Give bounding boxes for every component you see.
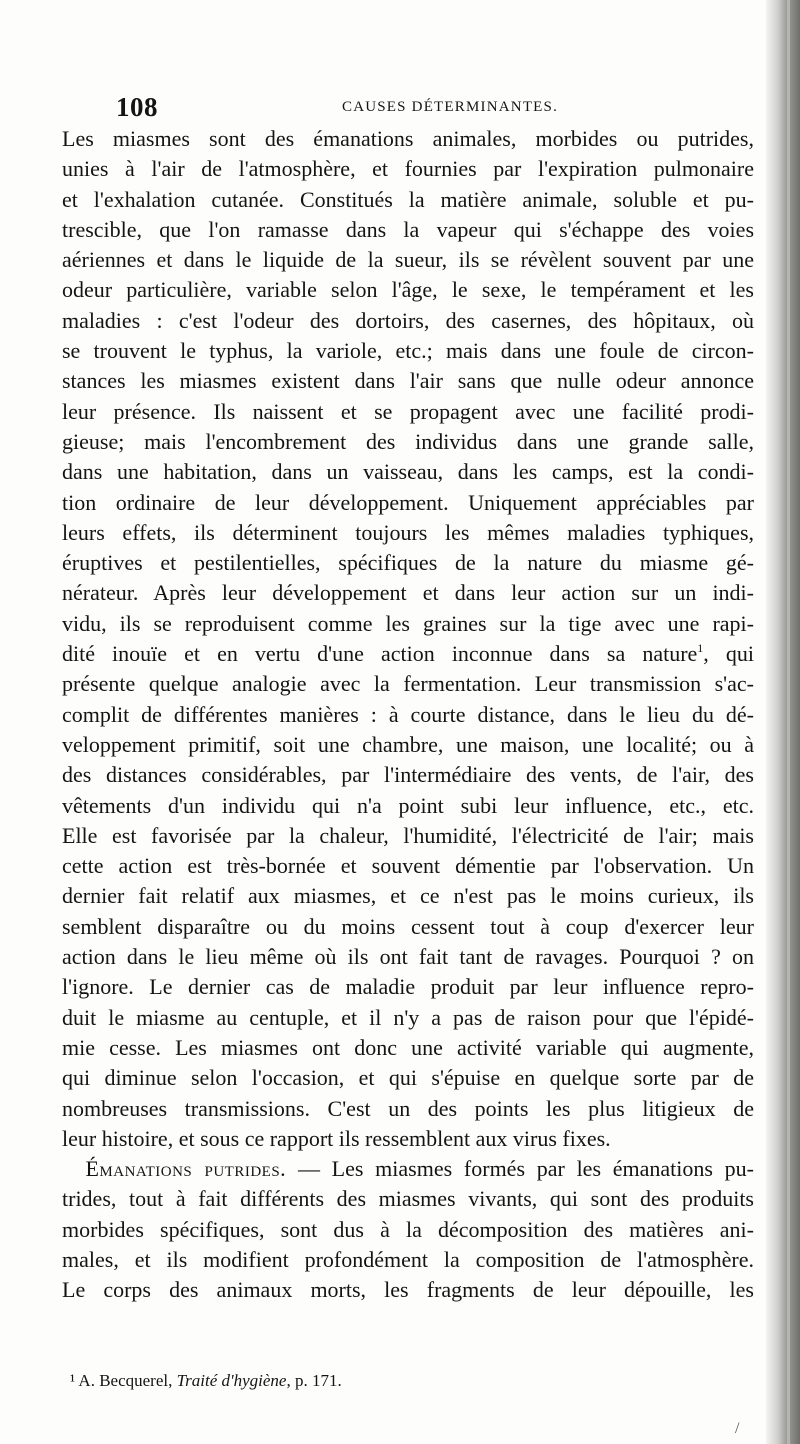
text-line: éruptives et pestilentielles, spécifiques de la nature du miasme gé-	[62, 550, 754, 576]
text-line: Elle est favorisée par la chaleur, l'humidité, l'électricité de l'air; mais	[62, 822, 754, 848]
text-line: complit de différentes manières : à courte distance, dans le lieu du dé-	[62, 701, 754, 727]
body-text	[62, 124, 754, 1306]
section-heading: Émanations putrides.	[85, 1156, 287, 1182]
text-line: cette action est très-bornée et souvent démentie par l'observation. Un	[62, 853, 754, 879]
text-segment: , qui	[703, 641, 754, 667]
text-line: vidu, ils se reproduisent comme les graines sur la tige avec une rapi-	[62, 610, 754, 636]
text-line: Les miasmes sont des émanations animales, morbides ou putrides,	[62, 126, 754, 151]
text-line: duit le miasme au centuple, et il n'y a pas de raison pour que l'épidé-	[62, 1004, 754, 1030]
footnote-title: Traité d'hygiène	[176, 1371, 287, 1390]
footnote-author: A. Becquerel,	[78, 1371, 173, 1390]
section-line	[62, 1154, 754, 1184]
text-line: stances les miasmes existent dans l'air sans que nulle odeur annonce	[62, 368, 754, 394]
running-head: CAUSES DÉTERMINANTES.	[342, 99, 559, 115]
text-line: gieuse; mais l'encombrement des individus dans une grande salle,	[62, 428, 754, 454]
text-line: Le corps des animaux morts, les fragments de leur dépouille, les	[62, 1277, 754, 1303]
text-line: dans une habitation, dans un vaisseau, dans les camps, est la condi-	[62, 459, 754, 485]
text-line: odeur particulière, variable selon l'âge, le sexe, le tempérament et les	[62, 277, 754, 303]
text-line: semblent disparaître ou du moins cessent tout à coup d'exercer leur	[62, 913, 754, 939]
text-line: mie cesse. Les miasmes ont donc une activité variable qui augmente,	[62, 1034, 754, 1060]
text-line: action dans le lieu même où ils ont fait tant de ravages. Pourquoi ? on	[62, 944, 754, 970]
page-edge-line	[787, 0, 790, 1444]
text-line-with-footnote	[62, 639, 754, 669]
text-line: et l'exhalation cutanée. Constitués la matière animale, soluble et pu-	[62, 186, 754, 212]
text-line: unies à l'air de l'atmosphère, et fournies par l'expiration pulmonaire	[62, 156, 754, 182]
page-mark: /	[735, 1420, 740, 1437]
text-line: l'ignore. Le dernier cas de maladie produit par leur influence repro-	[62, 974, 754, 1000]
text-line: leurs effets, ils déterminent toujours les mêmes maladies typhiques,	[62, 519, 754, 545]
page-edge-shadow	[766, 0, 800, 1444]
text-line: tion ordinaire de leur développement. Uniquement appréciables par	[62, 489, 754, 515]
text-line: aériennes et dans le liquide de la sueur, ils se révèlent souvent par une	[62, 247, 754, 273]
text-line: trescible, que l'on ramasse dans la vapeur qui s'échappe des voies	[62, 216, 754, 242]
footnote	[70, 1371, 730, 1391]
text-line: leur histoire, et sous ce rapport ils ressemblent aux virus fixes.	[62, 1125, 611, 1151]
text-line: des distances considérables, par l'intermédiaire des vents, de l'air, des	[62, 762, 754, 788]
text-line: trides, tout à fait différents des miasmes vivants, qui sont des produits	[62, 1186, 754, 1212]
page-number: 108	[116, 92, 158, 122]
text-line: veloppement primitif, soit une chambre, une maison, une localité; ou à	[62, 731, 754, 757]
text-line: nombreuses transmissions. C'est un des points les plus litigieux de	[62, 1095, 754, 1121]
footnote-marker: ¹	[70, 1371, 76, 1390]
footnote-reference: 1	[697, 641, 704, 656]
text-line: qui diminue selon l'occasion, et qui s'épuise en quelque sorte par de	[62, 1065, 754, 1091]
text-line: nérateur. Après leur développement et dans leur action sur un indi-	[62, 580, 754, 606]
text-line: vêtements d'un individu qui n'a point subi leur influence, etc., etc.	[62, 792, 754, 818]
footnote-page: , p. 171.	[286, 1371, 342, 1390]
text-line: leur présence. Ils naissent et se propagent avec une facilité prodi-	[62, 398, 754, 424]
text-segment: dité inouïe et en vertu d'une action inconnue dans sa nature	[62, 641, 698, 667]
text-line: présente quelque analogie avec la fermentation. Leur transmission s'ac-	[62, 671, 754, 697]
page-header	[116, 92, 756, 122]
text-line: males, et ils modifient profondément la composition de l'atmosphère.	[62, 1246, 754, 1272]
text-line: maladies : c'est l'odeur des dortoirs, des casernes, des hôpitaux, où	[62, 307, 754, 333]
text-segment: — Les miasmes formés par les émanations pu-	[297, 1156, 755, 1182]
text-line: se trouvent le typhus, la variole, etc.; mais dans une foule de circon-	[62, 338, 754, 364]
text-line: morbides spécifiques, sont dus à la décomposition des matières ani-	[62, 1216, 754, 1242]
text-line: dernier fait relatif aux miasmes, et ce n'est pas le moins curieux, ils	[62, 883, 754, 909]
